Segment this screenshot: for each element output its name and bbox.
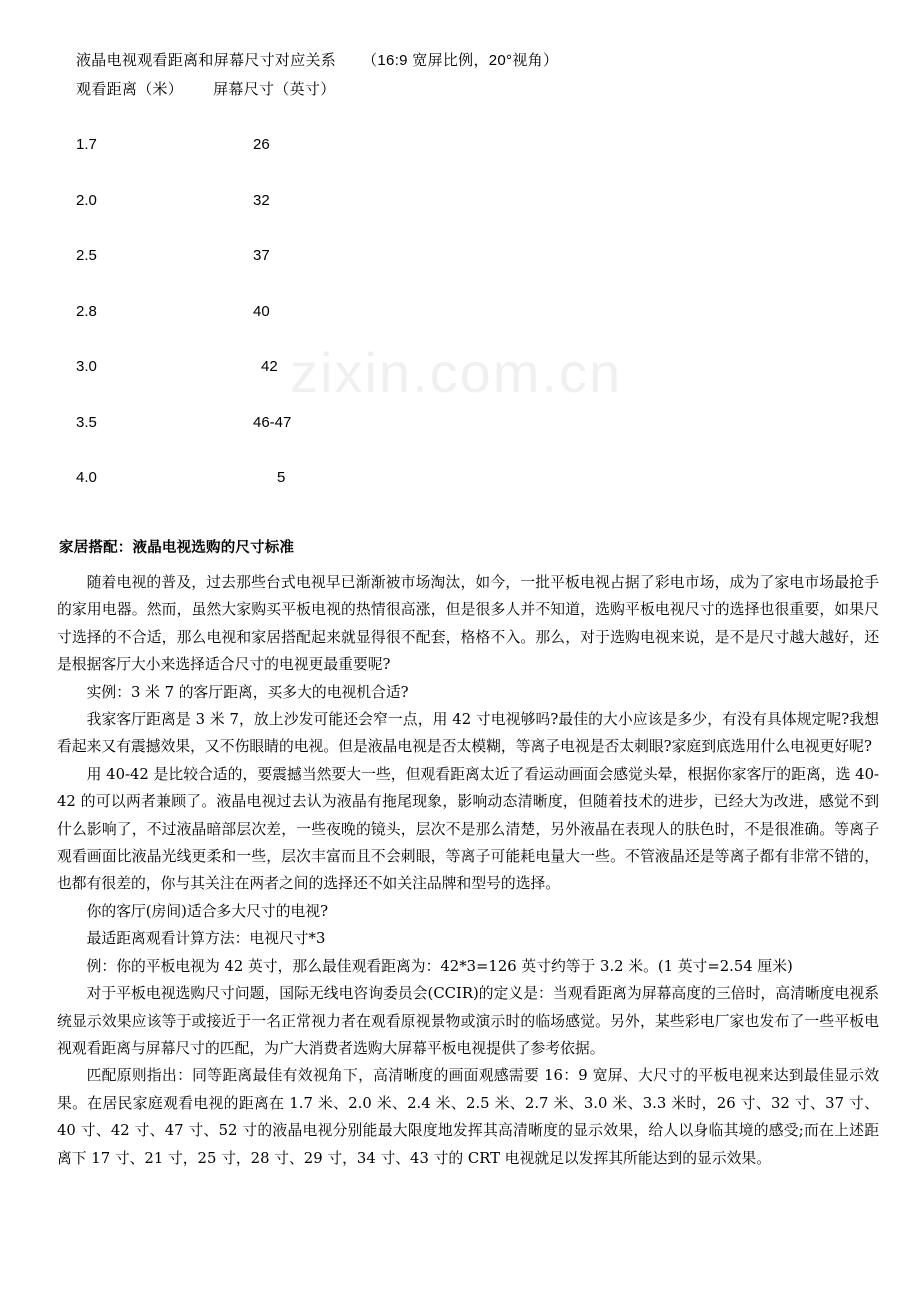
paragraph: 你的客厅(房间)适合多大尺寸的电视? [86,902,329,920]
paragraph: 用 40-42 是比较合适的，要震撼当然要大一些，但观看距离太近了看运动画面会感觉头晕，根据你家客厅的距离，选 40-42 的可以两者兼顾了。液晶电视过去认为液晶有拖尾现象，影响动态清晰度，但随着技术的进步，已经大为改进，感觉不到什么影响了，不过液晶暗部层次差，一些夜晚的镜头，层次不是那么清楚，另外液晶在表现人的肤色时，不是很准确。等离子观看画面比液晶光线更柔和一些，层次丰富而且不会刺眼，等离子可能耗电量大一些。不管液晶还是等离子都有非常不错的，也都有很差的，你与其关注在两者之间的选择还不如关注品牌和型号的选择。 [57,765,879,893]
paragraph: 匹配原则指出：同等距离最佳有效视角下，高清晰度的画面观感需要 16：9 宽屏、大尺寸的平板电视来达到最佳显示效果。在居民家庭观看电视的距离在 1.7 米、2.0 米、2.4 米、2.5 米、2.7 米、3.0 米、3.3 米时，26 寸、32 寸、37 寸、40 寸、42 寸、47 寸、52 寸的液晶电视分别能最大限度地发挥其高清晰度的显示效果，给人以身临其境的感受;而在上述距离下 17 寸、21 寸，25 寸，28 寸、29 寸，34 寸、43 寸的 CRT 电视就足以发挥其所能达到的显示效果。 [57,1067,879,1167]
row-size: 42 [261,358,278,375]
paragraph: 例：你的平板电视为 42 英寸，那么最佳观看距离为：42*3=126 英寸约等于 3.2 米。(1 英寸=2.54 厘米) [86,957,793,975]
table-column-headers [76,78,336,99]
row-size: 26 [253,136,270,153]
row-size: 37 [253,247,270,264]
table-title [76,49,558,70]
table-title-text: 液晶电视观看距离和屏幕尺寸对应关系 [76,51,337,69]
row-size: 32 [253,192,270,209]
column-header-distance: 观看距离（米） [76,80,184,98]
row-distance: 3.0 [76,358,97,375]
watermark: zixin.com.cn [290,341,623,404]
row-distance: 2.5 [76,247,97,264]
row-size: 5 [277,469,286,486]
row-distance: 4.0 [76,469,97,486]
row-distance: 2.0 [76,192,97,209]
table-spec: （16:9 宽屏比例，20°视角） [362,52,559,69]
article-body [57,569,879,1172]
row-size: 40 [253,303,270,320]
paragraph: 实例：3 米 7 的客厅距离，买多大的电视机合适? [86,683,409,701]
section-title: 家居搭配：液晶电视选购的尺寸标准 [59,540,295,556]
row-size: 46-47 [253,414,292,431]
row-distance: 2.8 [76,303,97,320]
row-distance: 1.7 [76,136,97,153]
paragraph: 最适距离观看计算方法：电视尺寸*3 [86,930,326,948]
paragraph: 随着电视的普及，过去那些台式电视早已渐渐被市场淘汰，如今，一批平板电视占据了彩电市场，成为了家电市场最抢手的家用电器。然而，虽然大家购买平板电视的热情很高涨，但是很多人并不知道，选购平板电视尺寸的选择也很重要，如果尺寸选择的不合适，那么电视和家居搭配起来就显得很不配套，格格不入。那么，对于选购电视来说，是不是尺寸越大越好，还是根据客厅大小来选择适合尺寸的电视更最重要呢? [57,574,879,674]
column-header-size: 屏幕尺寸（英寸） [213,80,336,98]
row-distance: 3.5 [76,414,97,431]
paragraph: 我家客厅距离是 3 米 7，放上沙发可能还会窄一点，用 42 寸电视够吗?最佳的大小应该是多少，有没有具体规定呢?我想看起来又有震撼效果，又不伤眼睛的电视。但是液晶电视是否太模糊，等离子电视是否太刺眼?家庭到底选用什么电视更好呢? [57,711,879,756]
paragraph: 对于平板电视选购尺寸问题，国际无线电咨询委员会(CCIR)的定义是：当观看距离为屏幕高度的三倍时，高清晰度电视系统显示效果应该等于或接近于一名正常视力者在观看原视景物或演示时的临场感觉。另外，某些彩电厂家也发布了一些平板电视观看距离与屏幕尺寸的匹配，为广大消费者选购大屏幕平板电视提供了参考依据。 [57,985,879,1057]
